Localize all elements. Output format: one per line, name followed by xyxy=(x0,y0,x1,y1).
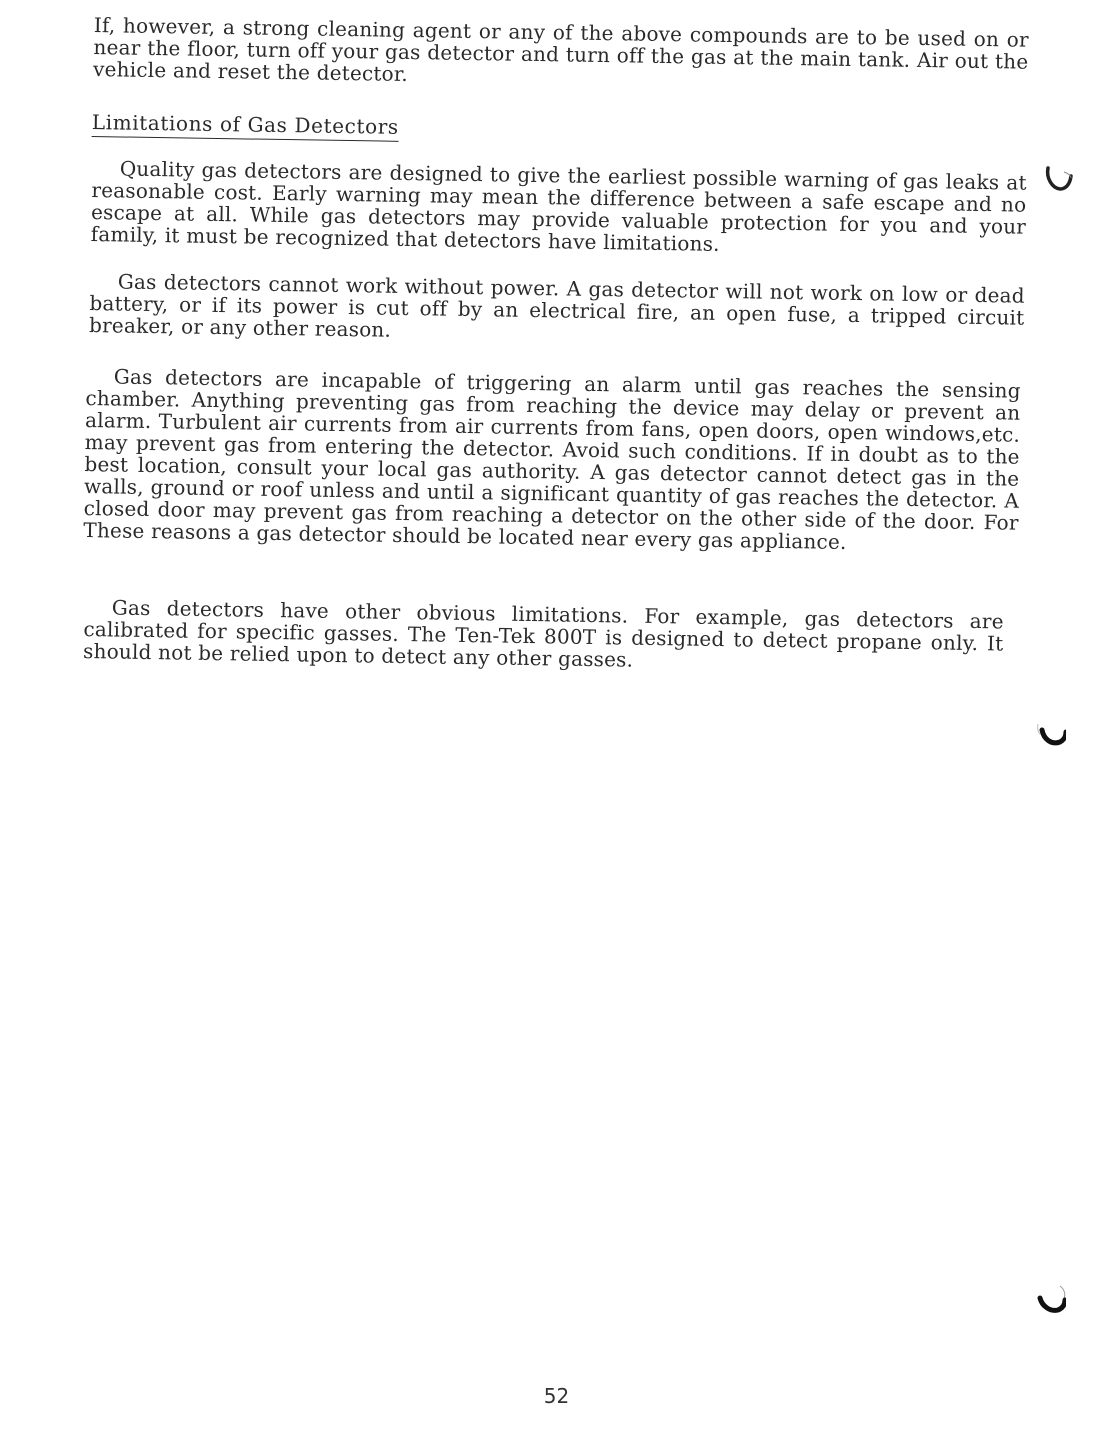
paragraph-power-limitation: Gas detectors cannot work without power. A gas detector will not work on low or dead battery, or if its power is cut off by an electrical fire, an open fuse, a tripped circuit breaker, or any other reason. xyxy=(88,269,1025,342)
binder-hole-mark-icon xyxy=(1036,718,1066,748)
paragraph-other-limitations: Gas detectors have other obvious limitations. For example, gas detectors are calibrated for specific gasses. The Ten-Tek 800T is designed to detect propane only. It should not be relied upon to detect any other gasses. xyxy=(82,595,1004,672)
section-heading: Limitations of Gas Detectors xyxy=(92,110,399,142)
page-number: 52 xyxy=(543,1384,570,1408)
paragraph-cleaning-warning: If, however, a strong cleaning agent or any of the above compounds are to be used on or near the floor, turn off your gas detector and turn off the gas at the main tank. Air out the vehicle and reset the detector. xyxy=(92,13,1029,86)
paragraph-quality-detectors: Quality gas detectors are designed to give the earliest possible warning of gas leaks at reasonable cost. Early warning may mean the difference between a safe escape and no escape at all. While gas detectors may provide valuable protection for you and your family, it must be recognized that detectors have limitations. xyxy=(90,156,1027,256)
binder-hole-mark-icon xyxy=(1044,164,1074,194)
binder-hole-mark-icon xyxy=(1036,1284,1066,1314)
paragraph-sensing-limitation: Gas detectors are incapable of triggering an alarm until gas reaches the sensing chamber. Anything preventing gas from reaching the device may delay or prevent an alarm. Turbulent air currents from air currents from fans, open doors, open windows,etc. may prevent gas from entering the detector. Avoid such conditions. If in doubt as to the best location, consult your local gas authority. A gas detector cannot detect gas in the walls, ground or roof unless and until a significant quantity of gas reaches the detector. A closed door may prevent gas from reaching a detector on the other side of the door. For These reasons a gas detector should be located near every gas appliance. xyxy=(83,364,1021,554)
